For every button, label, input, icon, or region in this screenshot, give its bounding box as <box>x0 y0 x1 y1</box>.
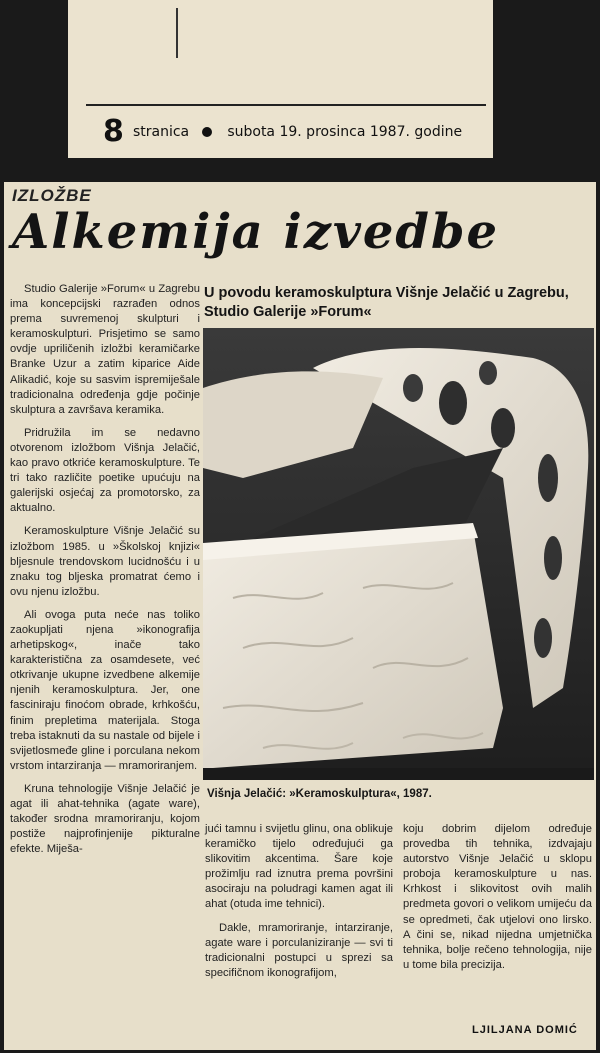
header-rule <box>86 104 486 106</box>
paragraph: Studio Galerije »Forum« u Zagrebu ima koncepcijski razrađen odnos prema suvremenoj skulpturi i keramoskulpturi. Prisjetimo se samo ovdje upriličenih izložbi keramičarke Branke Uzur a zatim kiparice Aide Alikadić, koje su sasvim ispremiješale tradicionalna određenja gdje počinje skulptura a završava keramika. <box>10 283 200 416</box>
column-1 <box>10 282 200 857</box>
article-deck: U povodu keramoskulptura Višnje Jelačić u Zagrebu, Studio Galerije »Forum« <box>204 285 569 320</box>
paragraph: Pridružila im se nedavno otvorenom izložbom Višnja Jelačić, kao pravo otkriće keramoskulpture. Te tri tako različite poetike upućuju na galerijski osjećaj za promotorsko, za aktualno. <box>10 426 200 515</box>
paragraph: jući tamnu i svijetlu glinu, ona oblikuje keramičko tijelo određujući ga slikovitim akcentima. Šare koje prožimlju rad iznutra prema površini asociraju na poludragi kamen agat ili ahat (otuda ime tehnici). <box>205 823 393 911</box>
paragraph: Keramoskulpture Višnje Jelačić su izložbom 1985. u »Školskoj knjizi« bljesnule trendovskom lucidnošću i u znaku tog bljeska promatrat ćemo i ovu njenu izložbu. <box>10 525 200 598</box>
paragraph: koju dobrim dijelom određuje provedba tih tehnika, izdvajaju autorstvo Višnje Jelačić u sklopu proboja keramoskulpture u nas. Krhkost i slikovitost ovih malih predmeta govori o velikom umijeću da se opredmeti, čak utjelovi ono lirsko. A čini se, nikad nijedna umjetnička tehnika, bolje rečeno tehnologija, nije u tome bila precizija. <box>403 823 592 971</box>
article-clipping <box>4 182 596 1050</box>
ink-mark <box>176 8 178 58</box>
paragraph: Ali ovoga puta neće nas toliko zaokupljati njena »ikonografija arhetipskog«, inače tako karakteristična za osamdesete, već otkrivanje ukupne izvedbene alkemije njenih keramoskulptura. Jer, one fasciniraju finoćom obrade, krhkošću, finim prepletima materijala. Stoga treba istaknuti da su nastale od bijele i svijetlosmeđe gline i porculana nekom vrstom intarziranja — mramoriranjem. <box>10 608 200 772</box>
paragraph: Kruna tehnologije Višnje Jelačić je agat ili ahat-tehnika (agate ware), također srodna mramoriranju, kojom postiže najprofinjenije pikturalne efekte. Miješa- <box>10 782 200 856</box>
column-3 <box>403 822 592 973</box>
header-strip <box>68 0 493 158</box>
author-byline: LJILJANA DOMIĆ <box>472 1024 578 1036</box>
photo-caption: Višnja Jelačić: »Keramoskulptura«, 1987. <box>207 788 432 800</box>
page-word: stranica <box>132 123 190 140</box>
page-header <box>103 114 462 149</box>
column-2 <box>205 822 393 981</box>
section-label: IZLOŽBE <box>12 186 92 205</box>
sculpture-photo <box>203 328 594 780</box>
issue-date: subota 19. prosinca 1987. godine <box>227 123 463 140</box>
bullet-dot-icon <box>202 127 212 137</box>
page-number: 8 <box>103 114 124 149</box>
paragraph: Dakle, mramoriranje, intarziranje, agate ware i porculaniziranje — svi ti tradicionalni postupci u sprezi sa specifičnom ikonografijom, <box>205 921 393 979</box>
sculpture-illustration <box>203 328 594 780</box>
article-headline: Alkemija izvedbe <box>12 204 500 260</box>
